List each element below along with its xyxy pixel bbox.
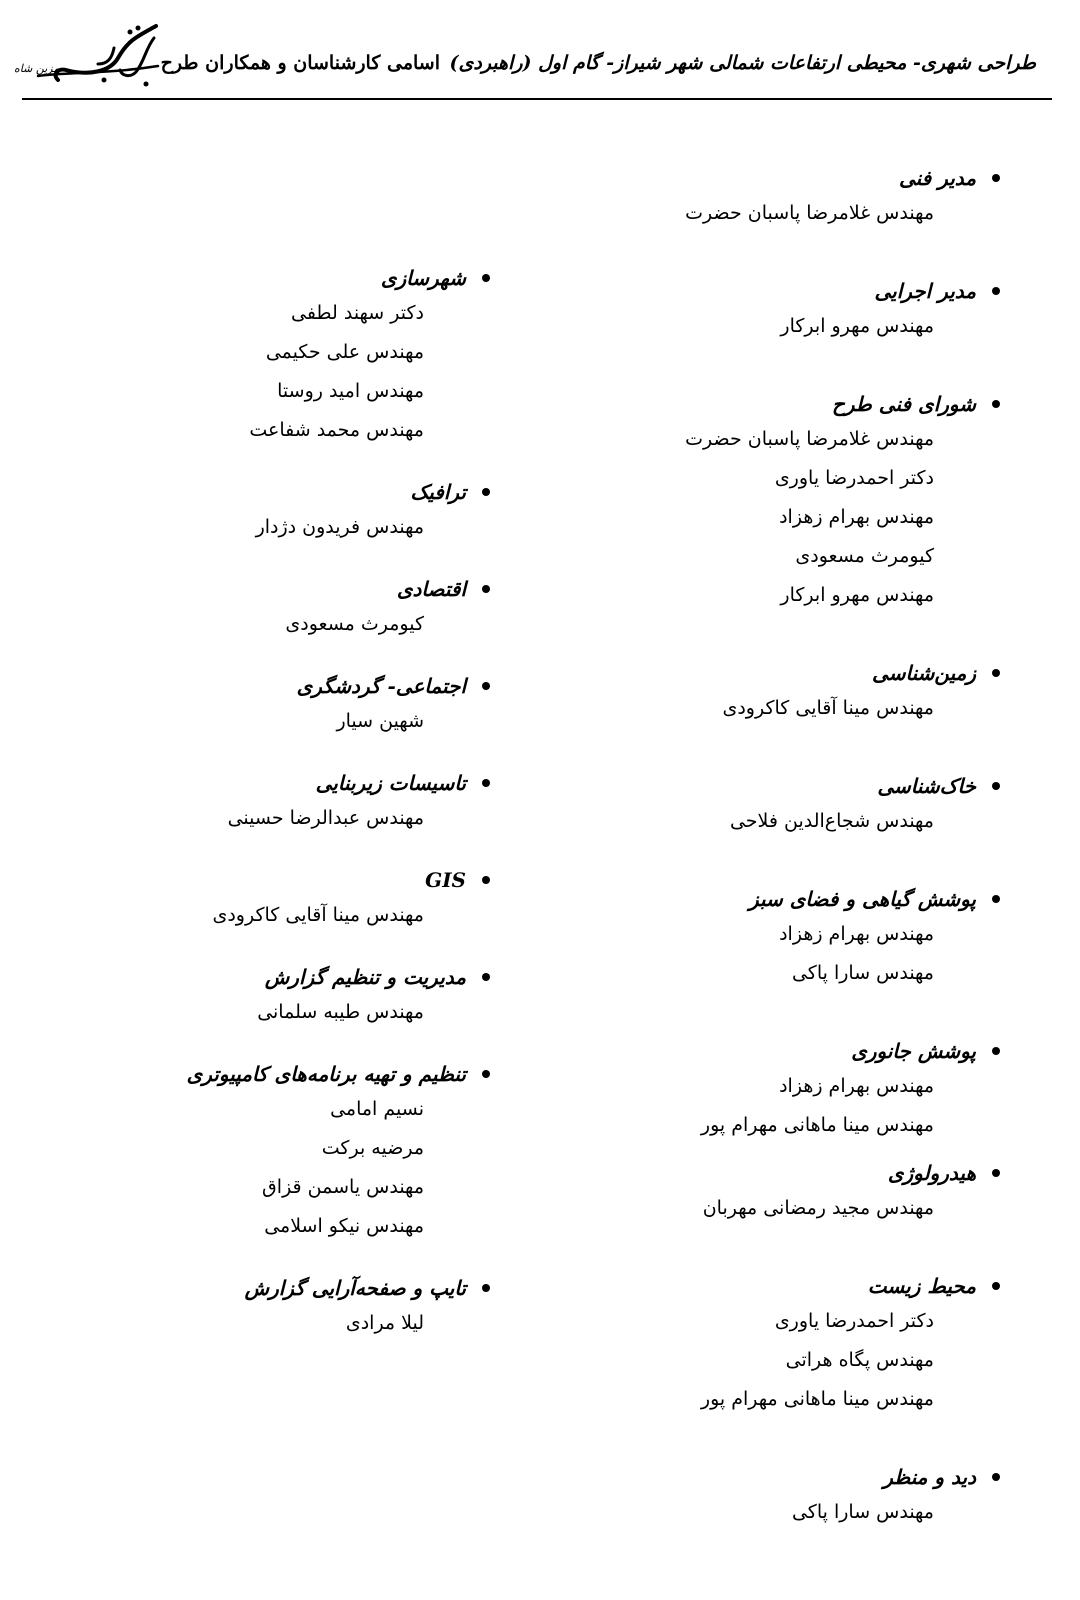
logo-subtext: مزین شاه xyxy=(14,62,60,75)
list-item: مهندس مهرو ابرکار xyxy=(780,315,934,337)
list-item: مهندس بهرام زهزاد xyxy=(779,506,934,528)
name-list xyxy=(30,896,490,935)
calligraphic-logo-icon xyxy=(18,18,168,100)
list-item: کیومرث مسعودی xyxy=(795,545,934,567)
bullet-icon xyxy=(992,287,1000,295)
project-title: طراحی شهری- محیطی ارتفاعات شمالی شهر شیراز- گام اول (راهبردی) xyxy=(449,52,1036,74)
list-item: مهندس مجید رمضانی مهربان xyxy=(702,1197,934,1219)
bullet-icon xyxy=(992,174,1000,182)
section-typing-layout xyxy=(30,1272,490,1343)
name-list xyxy=(560,802,1000,841)
name-list xyxy=(560,1493,1000,1532)
list-item: مهندس غلامرضا پاسبان حضرت xyxy=(685,428,934,450)
section-title: هیدرولوژی xyxy=(887,1161,976,1185)
section-economic xyxy=(30,573,490,644)
name-list xyxy=(30,294,490,450)
section-title: پوشش جانوری xyxy=(851,1039,976,1063)
section-title: مدیر اجرایی xyxy=(874,279,976,303)
section-infrastructure xyxy=(30,767,490,838)
name-list xyxy=(30,702,490,741)
section-title: تایپ و صفحه‌آرایی گزارش xyxy=(244,1276,466,1300)
section-title: مدیر فنی xyxy=(898,166,976,190)
list-item: مهندس نیکو اسلامی xyxy=(264,1215,424,1237)
section-technical-director xyxy=(560,162,1000,233)
list-item: مهندس مینا آقایی کاکرودی xyxy=(212,904,424,926)
section-title: شهرسازی xyxy=(380,266,466,290)
name-list xyxy=(30,605,490,644)
list-item: مهندس علی حکیمی xyxy=(265,341,424,363)
list-item: مهندس مهرو ابرکار xyxy=(780,584,934,606)
list-item: دکتر احمدرضا یاوری xyxy=(774,467,934,489)
bullet-icon xyxy=(482,682,490,690)
right-column xyxy=(560,162,1000,1532)
section-title: زمین‌شناسی xyxy=(872,661,976,685)
section-soil-science xyxy=(560,770,1000,841)
bullet-icon xyxy=(992,1473,1000,1481)
bullet-icon xyxy=(992,669,1000,677)
section-urban-planning xyxy=(30,262,490,450)
section-fauna xyxy=(560,1035,1000,1145)
bullet-icon xyxy=(482,274,490,282)
section-title: تاسیسات زیربنایی xyxy=(315,771,466,795)
bullet-icon xyxy=(992,1169,1000,1177)
header-divider xyxy=(22,98,1052,100)
list-item: مهندس مینا ماهانی مهرام پور xyxy=(700,1388,934,1410)
section-landscape xyxy=(560,1461,1000,1532)
name-list xyxy=(560,915,1000,993)
name-list xyxy=(30,508,490,547)
name-list xyxy=(560,1302,1000,1419)
section-title: محیط زیست xyxy=(867,1274,976,1298)
list-item: شهین سیار xyxy=(336,710,424,732)
name-list xyxy=(560,194,1000,233)
section-social-tourism xyxy=(30,670,490,741)
list-item: مرضیه برکت xyxy=(321,1137,424,1159)
list-item: مهندس عبدالرضا حسینی xyxy=(227,807,424,829)
section-title: اجتماعی- گردشگری xyxy=(296,674,466,698)
list-item: نسیم امامی xyxy=(330,1098,424,1120)
list-item: مهندس فریدون دژدار xyxy=(255,516,424,538)
list-item: مهندس بهرام زهزاد xyxy=(779,923,934,945)
section-title: پوشش گیاهی و فضای سبز xyxy=(748,887,976,911)
name-list xyxy=(30,1090,490,1246)
name-list xyxy=(30,993,490,1032)
bullet-icon xyxy=(992,1282,1000,1290)
list-item: مهندس محمد شفاعت xyxy=(249,419,424,441)
list-item: مهندس غلامرضا پاسبان حضرت xyxy=(685,202,934,224)
section-computer-programs xyxy=(30,1058,490,1246)
bullet-icon xyxy=(482,488,490,496)
section-title: خاک‌شناسی xyxy=(877,774,976,798)
section-report-management xyxy=(30,961,490,1032)
name-list xyxy=(560,1067,1000,1145)
section-geology xyxy=(560,657,1000,728)
list-item: لیلا مرادی xyxy=(345,1312,424,1334)
document-subtitle: اسامی کارشناسان و همکاران طرح xyxy=(160,52,440,74)
list-item: مهندس مینا آقایی کاکرودی xyxy=(722,697,934,719)
left-column xyxy=(30,262,490,1343)
list-item: مهندس شجاع‌الدین فلاحی xyxy=(729,810,934,832)
section-executive-director xyxy=(560,275,1000,346)
list-item: مهندس امید روستا xyxy=(277,380,424,402)
bullet-icon xyxy=(992,782,1000,790)
list-item: مهندس سارا پاکی xyxy=(791,1501,934,1523)
bullet-icon xyxy=(482,973,490,981)
name-list xyxy=(560,1189,1000,1228)
section-title: تنظیم و تهیه برنامه‌های کامپیوتری xyxy=(186,1062,466,1086)
section-vegetation xyxy=(560,883,1000,993)
section-title: شورای فنی طرح xyxy=(831,392,976,416)
bullet-icon xyxy=(992,1047,1000,1055)
section-title: اقتصادی xyxy=(396,577,466,601)
name-list xyxy=(30,1304,490,1343)
bullet-icon xyxy=(482,585,490,593)
list-item: مهندس طیبه سلمانی xyxy=(257,1001,424,1023)
section-technical-council xyxy=(560,388,1000,615)
name-list xyxy=(560,307,1000,346)
section-title: ترافیک xyxy=(410,480,466,504)
name-list xyxy=(560,420,1000,615)
bullet-icon xyxy=(482,779,490,787)
list-item: مهندس یاسمن قزاق xyxy=(262,1176,424,1198)
bullet-icon xyxy=(482,876,490,884)
bullet-icon xyxy=(482,1070,490,1078)
section-environment xyxy=(560,1270,1000,1419)
list-item: کیومرث مسعودی xyxy=(285,613,424,635)
page-header xyxy=(0,0,1080,110)
name-list xyxy=(30,799,490,838)
section-title: مدیریت و تنظیم گزارش xyxy=(264,965,466,989)
section-hydrology xyxy=(560,1157,1000,1228)
bullet-icon xyxy=(482,1284,490,1292)
bullet-icon xyxy=(992,400,1000,408)
list-item: مهندس بهرام زهزاد xyxy=(779,1075,934,1097)
section-title: دید و منظر xyxy=(883,1465,976,1489)
section-gis xyxy=(30,864,490,935)
list-item: دکتر احمدرضا یاوری xyxy=(774,1310,934,1332)
section-title: GIS xyxy=(425,868,466,892)
list-item: مهندس مینا ماهانی مهرام پور xyxy=(700,1114,934,1136)
bullet-icon xyxy=(992,895,1000,903)
name-list xyxy=(560,689,1000,728)
list-item: دکتر سهند لطفی xyxy=(290,302,424,324)
section-traffic xyxy=(30,476,490,547)
list-item: مهندس پگاه هراتی xyxy=(785,1349,934,1371)
list-item: مهندس سارا پاکی xyxy=(791,962,934,984)
